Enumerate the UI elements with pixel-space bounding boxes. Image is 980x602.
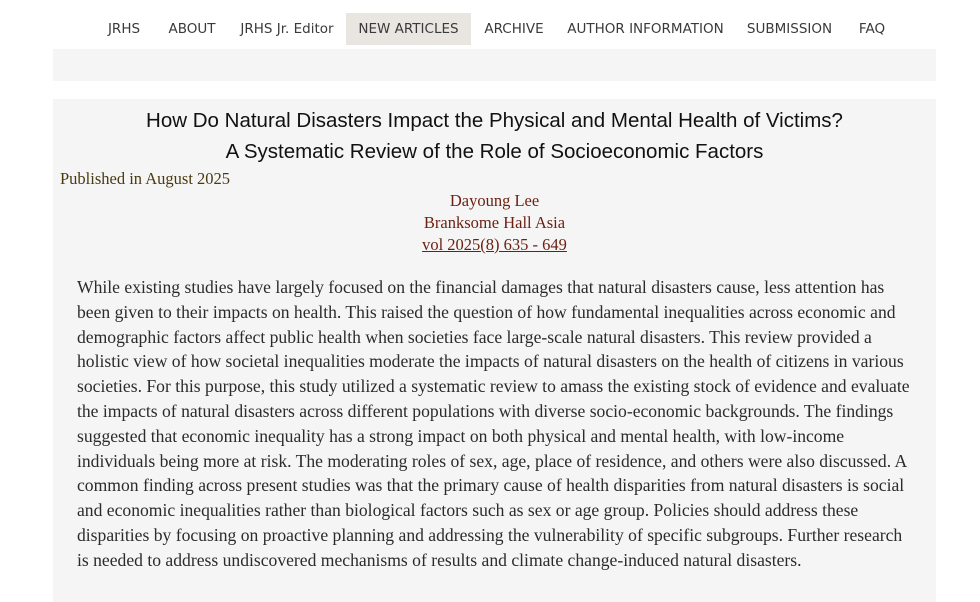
- author-info: [53, 190, 936, 256]
- nav-item-submission[interactable]: SUBMISSION: [746, 21, 833, 37]
- author-name: Dayoung Lee: [449, 191, 540, 210]
- header-strip: [53, 49, 936, 81]
- nav-item-author-information[interactable]: AUTHOR INFORMATION: [567, 21, 724, 37]
- nav-item-new-articles[interactable]: NEW ARTICLES: [346, 13, 471, 45]
- nav-item-faq[interactable]: FAQ: [858, 21, 886, 37]
- nav-item-jr-editor[interactable]: JRHS Jr. Editor: [240, 21, 334, 37]
- volume-link[interactable]: vol 2025(8) 635 - 649: [422, 235, 567, 254]
- article-title-line-1: How Do Natural Disasters Impact the Physical and Mental Health of Victims?: [146, 109, 843, 132]
- article-abstract: While existing studies have largely focused on the financial damages that natural disasters cause, less attention has been given to their impacts on health. This raised the question of how fundamental inequalities across economic and demographic factors affect public health when societies face large-scale natural disasters. This review provided a holistic view of how societal inequalities moderate the impacts of natural disasters on the health of citizens in various societies. For this purpose, this study utilized a systematic review to amass the existing stock of evidence and evaluate the impacts of natural disasters across different populations with diverse socio-economic backgrounds. The findings suggested that economic inequality has a strong impact on both physical and mental health, with low-income individuals being more at risk. The moderating roles of sex, age, place of residence, and others were also discussed. A common finding across present studies was that the primary cause of health disparities from natural disasters is social and economic inequalities rather than biological factors such as sex or age group. Policies should address these disparities by focusing on proactive planning and addressing the vulnerability of specific subgroups. Further research is needed to address undiscovered mechanisms of results and climate change-induced natural disasters.: [77, 277, 910, 570]
- nav-item-archive[interactable]: ARCHIVE: [484, 21, 544, 37]
- article-title: [53, 105, 936, 167]
- author-affiliation: Branksome Hall Asia: [423, 213, 566, 232]
- publication-date: Published in August 2025: [60, 169, 231, 188]
- nav-item-jrhs[interactable]: JRHS: [107, 21, 141, 37]
- article-title-line-2: A Systematic Review of the Role of Socioeconomic Factors: [225, 140, 764, 163]
- top-navigation: [0, 13, 980, 45]
- nav-item-about[interactable]: ABOUT: [168, 21, 216, 37]
- article-card: [53, 99, 936, 602]
